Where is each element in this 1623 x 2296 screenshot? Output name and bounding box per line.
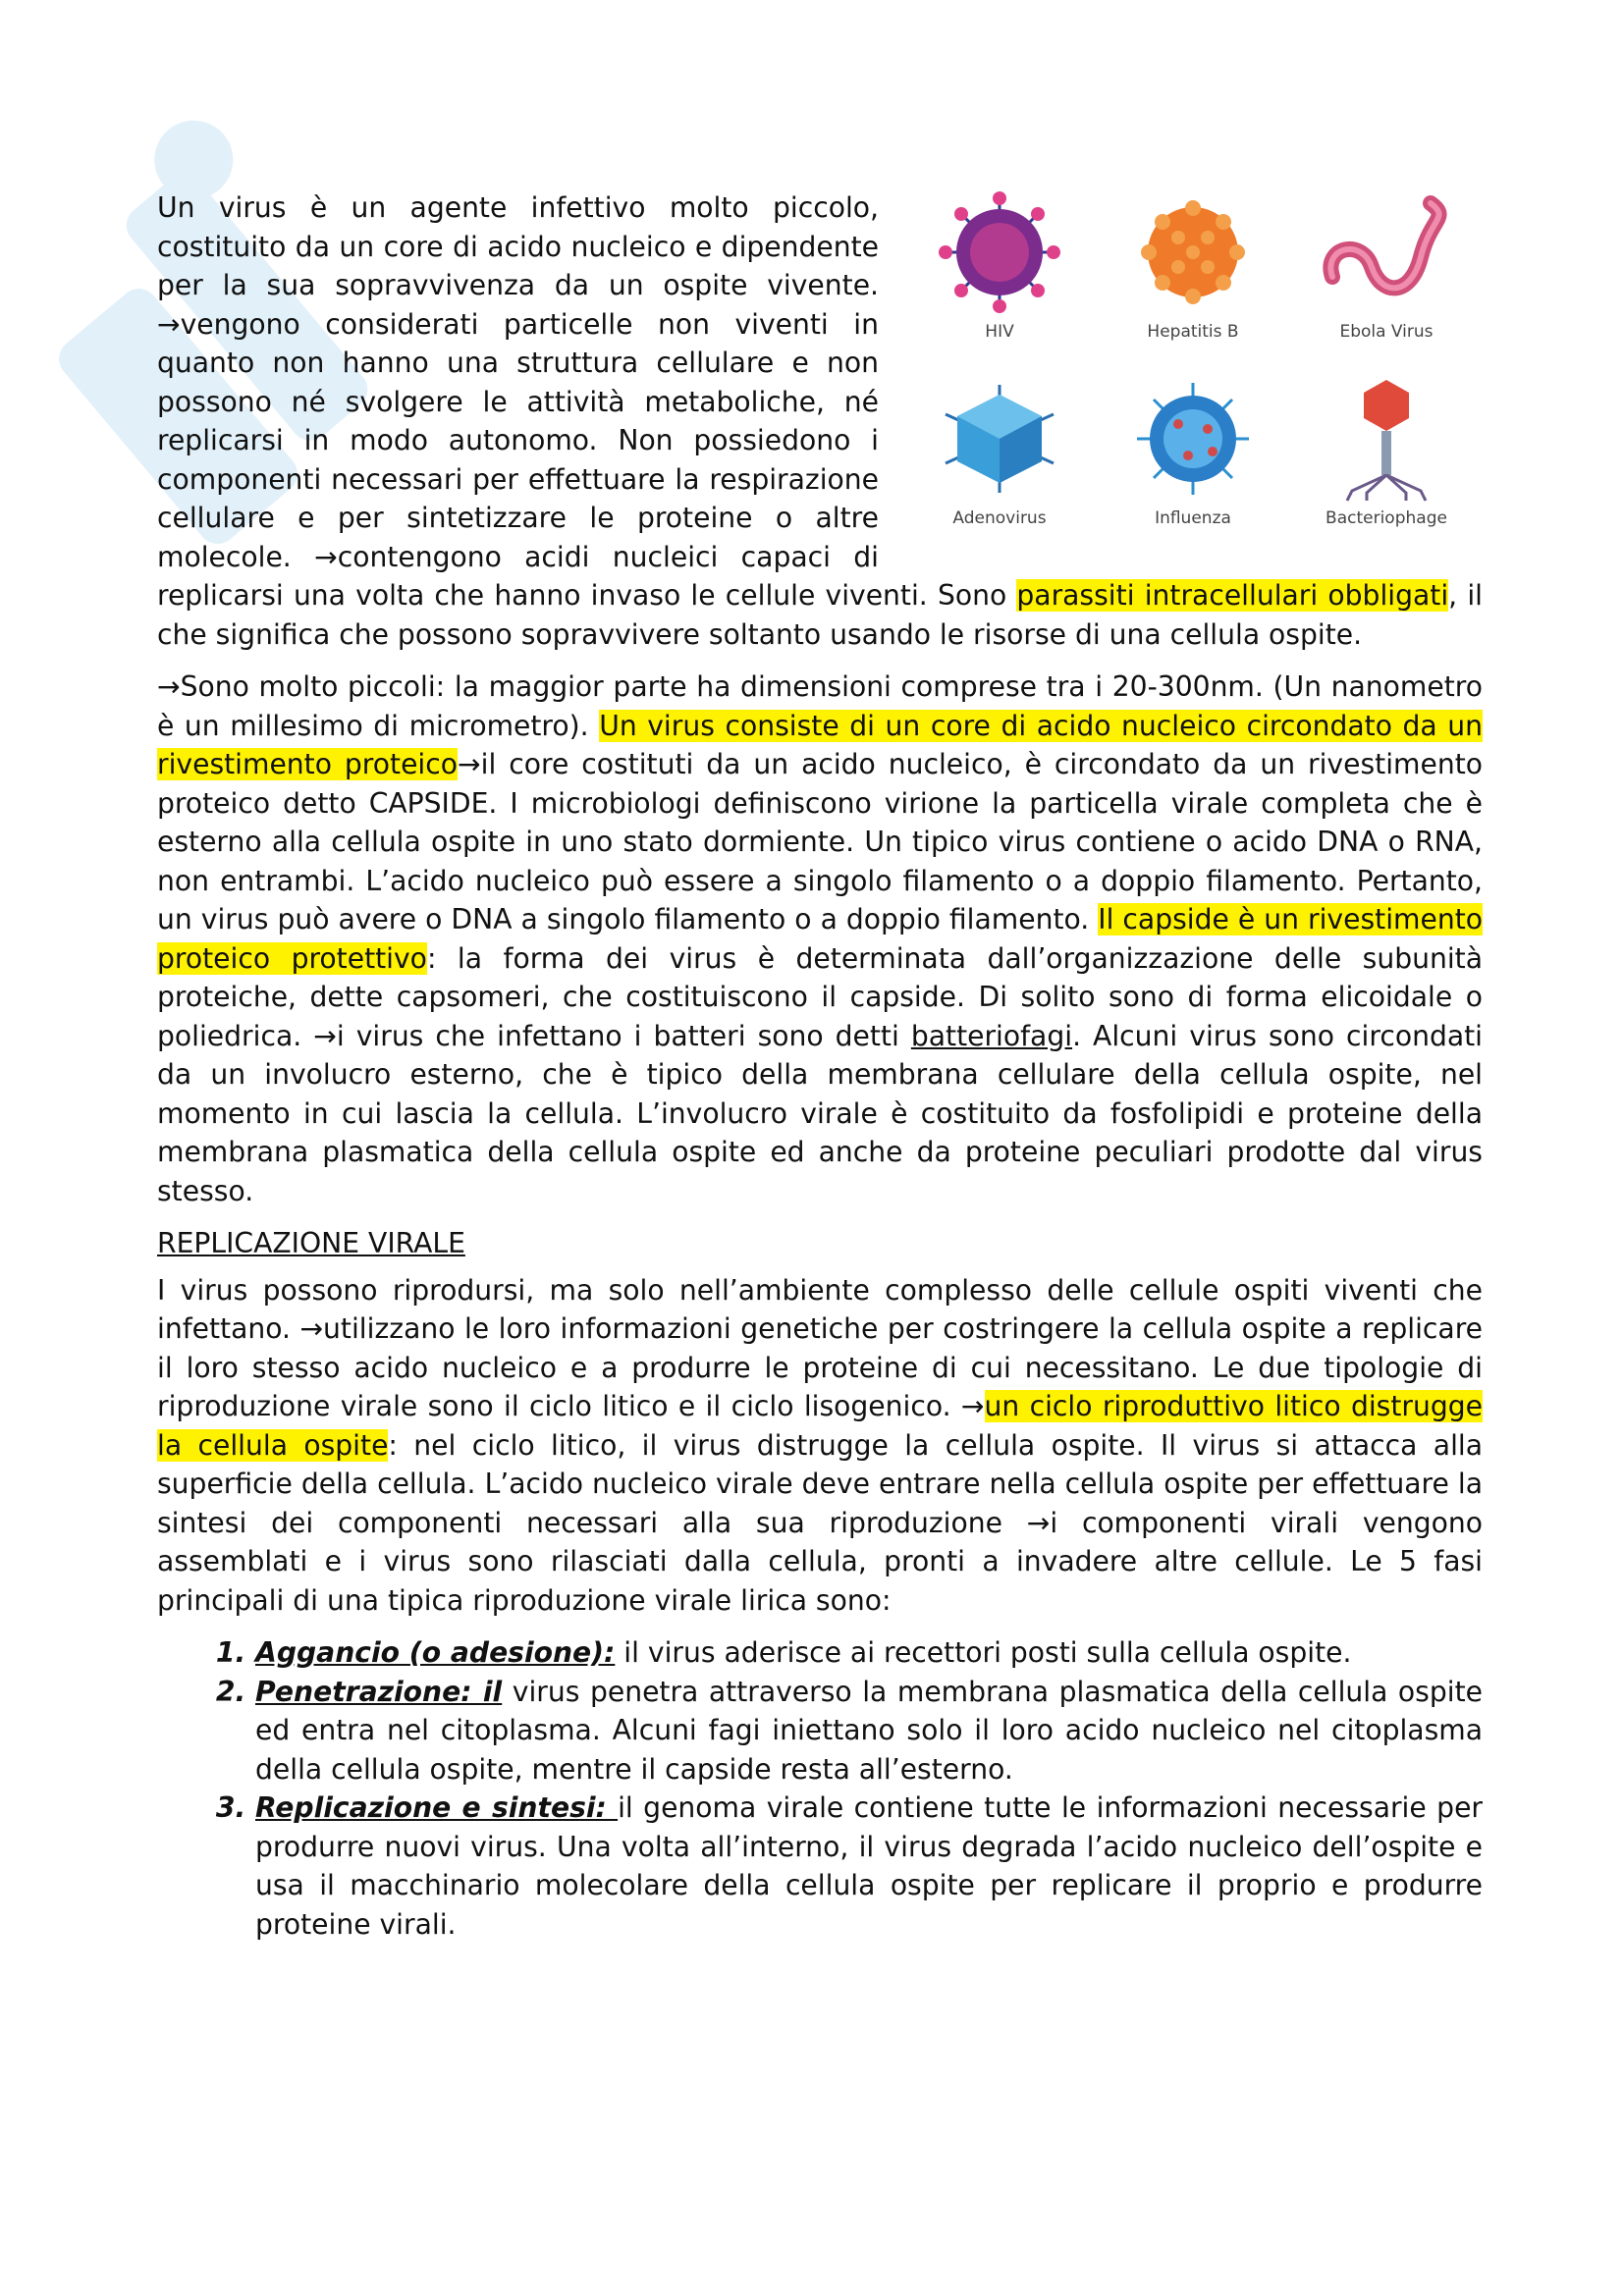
p2-text-4: . Alcuni virus sono circondati da un involucro esterno, che è tipico della membrana cellulare della cellula ospite, nel momento in cui lascia la cellula. L’involucro virale è costituito da fosfolipidi e proteine della membrana plasmatica della cellula ospite ed anche da proteine peculiari prodotte dal virus stesso. xyxy=(157,1019,1483,1207)
label-hepatitis-b: Hepatitis B xyxy=(1147,322,1239,342)
p3-text-2: : nel ciclo litico, il virus distrugge la cellula ospite. Il virus si attacca alla superficie della cellula. L’acido nucleico virale deve entrare nella cellula ospite per effettuare la sintesi dei componenti necessari alla sua riproduzione →i componenti virali vengono assemblati e i virus sono rilasciati dalla cellula, pronti a invadere altre cellule. Le 5 fasi principali di una tipica riproduzione virale lirica sono: xyxy=(157,1428,1484,1617)
intro-highlight: parassiti intracellulari obbligati xyxy=(1016,579,1449,612)
replication-paragraph xyxy=(157,1271,1483,1621)
list-item xyxy=(255,1633,1483,1673)
phases-list xyxy=(157,1633,1483,1944)
virus-hepatitis-b xyxy=(1097,188,1289,342)
p2-highlight-2: Il capside è un rivestimento proteico protettivo xyxy=(157,903,1483,975)
label-hiv: HIV xyxy=(985,322,1014,342)
p2-text-3: : la forma dei virus è determinata dall’organizzazione delle subunità proteiche, dette capsomeri, che costituiscono il capside. Di solito sono di forma elicoidale o poliedrica. →i virus che infettano i batteri sono detti xyxy=(157,941,1483,1052)
list-item xyxy=(255,1789,1483,1944)
ebola-icon xyxy=(1313,188,1460,316)
p2-underlined-term: batteriofagi xyxy=(910,1019,1073,1052)
virus-bacteriophage xyxy=(1290,375,1483,528)
hiv-icon xyxy=(926,188,1073,316)
virus-ebola xyxy=(1290,188,1483,342)
step-text: il genoma virale contiene tutte le informazioni necessarie per produrre nuovi virus. Una volta all’interno, il virus degrada l’acido nucleico dell’ospite e usa il macchinario molecolare della cellula ospite per replicare il proprio e produrre proteine virali. xyxy=(255,1791,1483,1941)
virus-influenza xyxy=(1097,375,1289,528)
step-term: Aggancio (o adesione): xyxy=(255,1636,616,1669)
intro-text-1: Un virus è un agente infettivo molto piccolo, costituito da un core di acido nucleico e dipendente per la sua sopravvivenza da un ospite vivente. →vengono considerati particelle non viventi in quanto non hanno una struttura cellulare e non possono né svolgere le attività metaboliche, né replicarsi in modo autonomo. Non possiedono i componenti necessari per effettuare la respirazione cellulare e per sintetizzare le proteine o altre molecole. →contengono acidi nucleici capaci di replicarsi una volta che hanno invaso le cellule viventi. Sono xyxy=(157,191,1017,612)
intro-text-2: , il che significa che possono sopravvivere soltanto usando le risorse di una cellula ospite. xyxy=(157,579,1483,651)
document-page xyxy=(157,188,1483,1944)
p2-text-1: →Sono molto piccoli: la maggior parte ha dimensioni comprese tra i 20-300nm. (Un nanometro è un millesimo di micrometro). xyxy=(157,670,1483,742)
label-influenza: Influenza xyxy=(1155,508,1231,528)
label-ebola: Ebola Virus xyxy=(1339,322,1434,342)
p2-text-2: →il core costituti da un acido nucleico, è circondato da un rivestimento proteico detto CAPSIDE. I microbiologi definiscono virione la particella virale completa che è esterno alla cellula ospite in uno stato dormiente. Un tipico virus contiene o acido DNA o RNA, non entrambi. L’acido nucleico può essere a singolo filamento o a doppio filamento. Pertanto, un virus può avere o DNA a singolo filamento o a doppio filamento. xyxy=(157,748,1483,935)
step-term: Penetrazione: il xyxy=(255,1675,503,1708)
adenovirus-icon xyxy=(926,375,1073,503)
p2-highlight-1: Un virus consiste di un core di acido nucleico circondato da un rivestimento proteico xyxy=(157,709,1483,780)
section-title: REPLICAZIONE VIRALE xyxy=(157,1227,465,1259)
step-text: virus penetra attraverso la membrana plasmatica della cellula ospite ed entra nel citoplasma. Alcuni fagi iniettano solo il loro acido nucleico nel citoplasma della cellula ospite, mentre il capside resta all’esterno. xyxy=(255,1675,1483,1786)
virus-hiv xyxy=(903,188,1096,342)
p3-highlight: un ciclo riproduttivo litico distrugge la cellula ospite xyxy=(157,1390,1484,1462)
p3-text-1: I virus possono riprodursi, ma solo nell’ambiente complesso delle cellule ospiti viventi che infettano. →utilizzano le loro informazioni genetiche per costringere la cellula ospite a replicare il loro stesso acido nucleico e a produrre le proteine di cui necessitano. Le due tipologie di riproduzione virale sono il ciclo litico e il ciclo lisogenico. → xyxy=(157,1273,1483,1422)
influenza-icon xyxy=(1119,375,1267,503)
label-adenovirus: Adenovirus xyxy=(952,508,1047,528)
label-bacteriophage: Bacteriophage xyxy=(1325,508,1447,528)
capsid-paragraph xyxy=(157,667,1483,1210)
hepatitis-b-icon xyxy=(1119,188,1267,316)
step-term: Replicazione e sintesi: xyxy=(255,1791,619,1824)
bacteriophage-icon xyxy=(1313,375,1460,503)
step-text: il virus aderisce ai recettori posti sulla cellula ospite. xyxy=(615,1636,1352,1669)
virus-adenovirus xyxy=(903,375,1096,528)
virus-figure xyxy=(903,188,1483,552)
list-item xyxy=(255,1673,1483,1789)
